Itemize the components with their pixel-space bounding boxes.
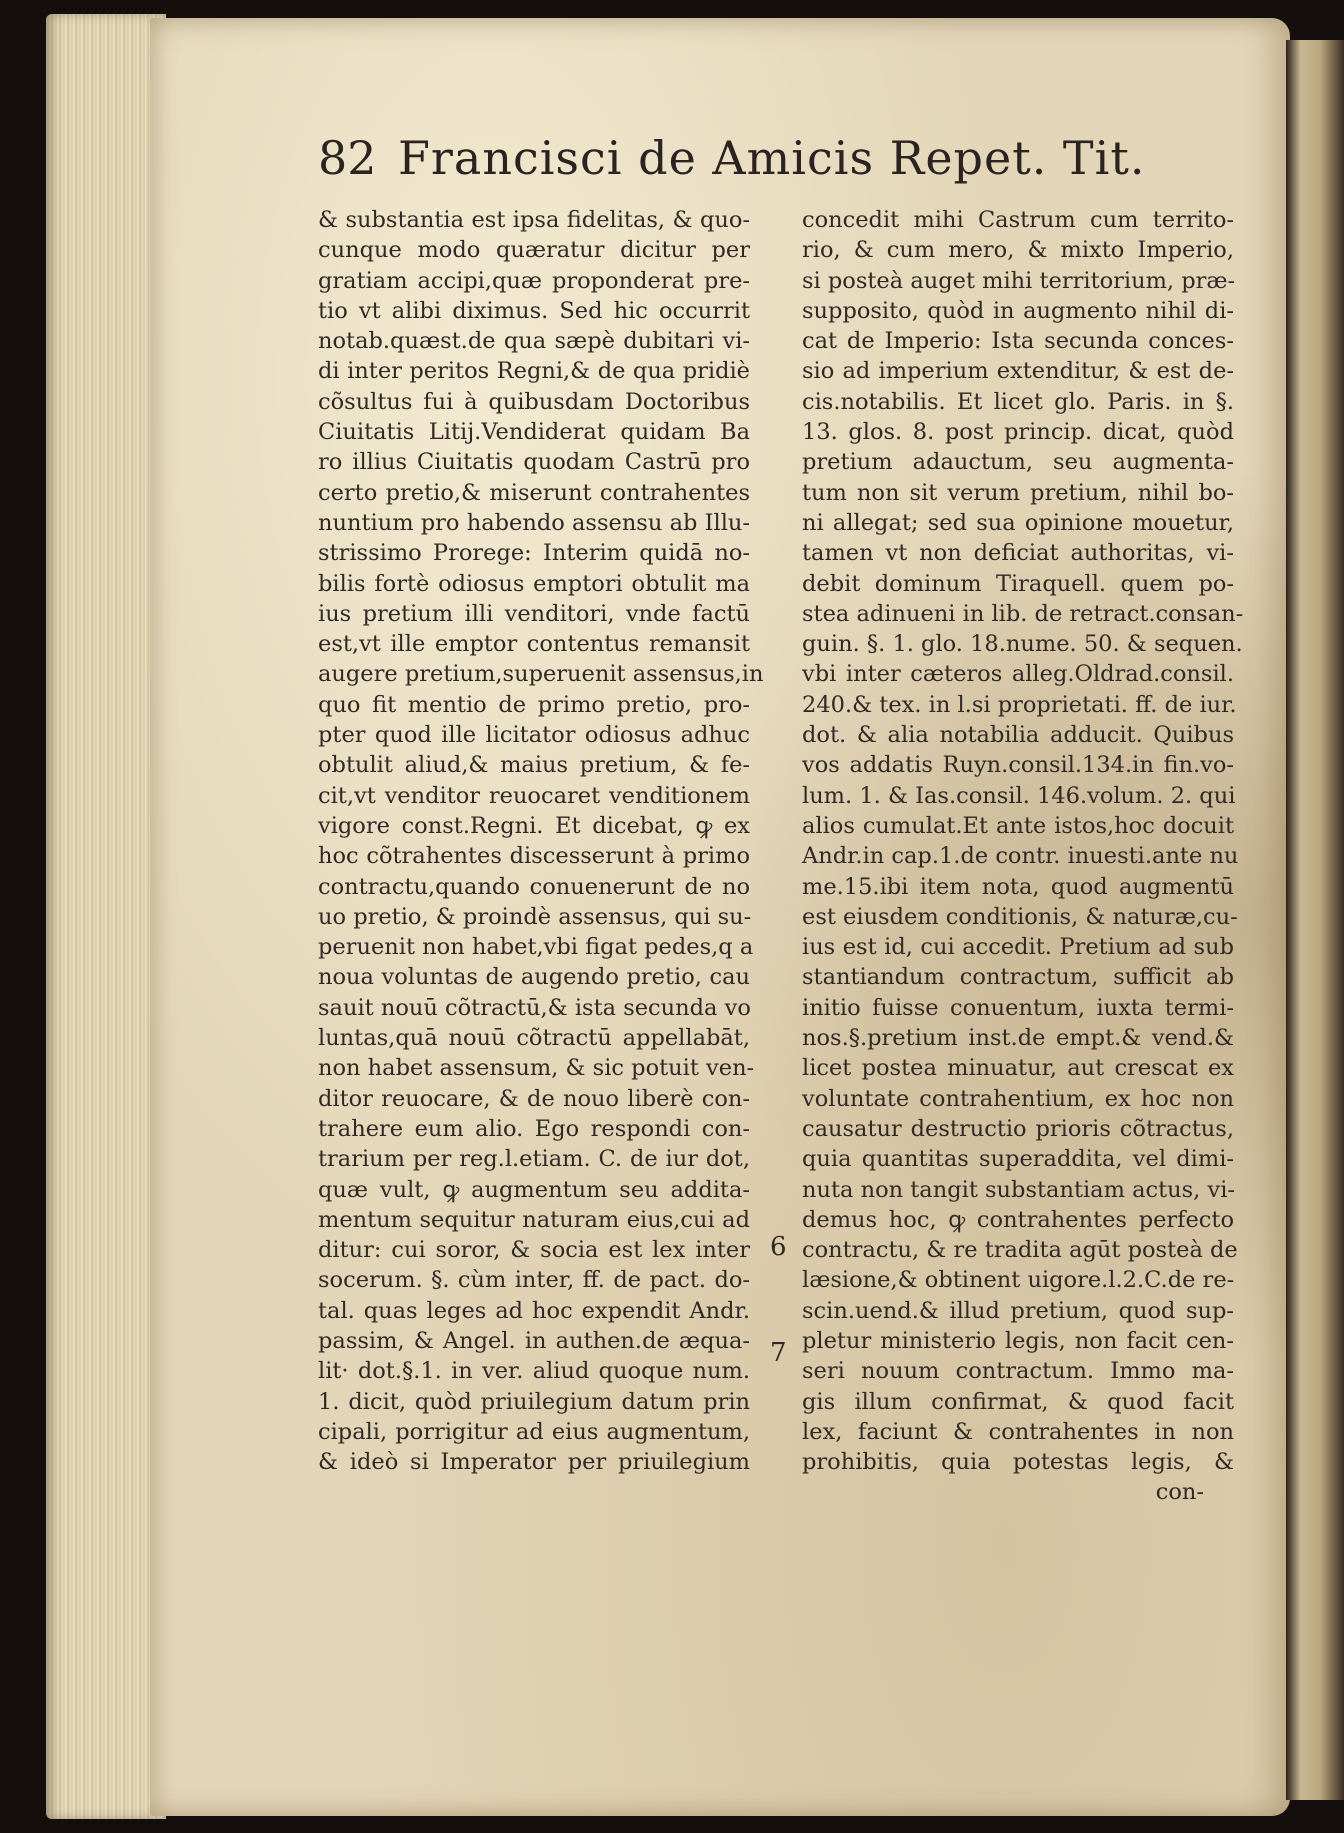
text-line: 1. dicit, quòd priuilegium datum prin [318,1388,750,1415]
text-line: 240.& tex. in l.si proprietati. ff. de iur. [802,691,1237,718]
text-line: ius pretium illi venditori, vnde factū [318,600,750,627]
text-line: ni allegat; sed sua opinione mouetur, [802,509,1234,536]
text-line: causatur destructio prioris cõtractus, [802,1115,1234,1142]
left-text-column [318,205,764,1477]
text-line: stea adinueni in lib. de retract.consan- [802,600,1244,627]
text-line: dot. & alia notabilia adducit. Quibus [802,722,1234,749]
text-line: tum non sit verum pretium, nihil bo- [802,479,1234,506]
text-line: non habet assensum, & sic potuit ven- [318,1055,755,1082]
text-line: vos addatis Ruyn.consil.134.in fin.vo- [802,752,1234,779]
text-line: Ciuitatis Litij.Vendiderat quidam Ba [318,419,750,446]
text-line: cit,vt venditor reuocaret venditionem [318,782,750,809]
text-line: stantiandum contractum, sufficit ab [802,964,1234,991]
text-line: contractu, & re tradita agūt posteà de [802,1237,1238,1264]
text-line: ditur: cui soror, & socia est lex inter [318,1237,750,1264]
text-line: cat de Imperio: Ista secunda conces- [802,328,1234,355]
text-line: luntas,quā nouū cõtractū appellabāt, [318,1025,750,1052]
text-line: pletur ministerio legis, non facit cen- [802,1327,1234,1354]
text-line: pter quod ille licitator odiosus adhuc [318,722,750,749]
text-line: nos.§.pretium inst.de empt.& vend.& [802,1025,1234,1052]
text-line: contractu,quando conuenerunt de no [318,873,750,900]
binding-strip [1286,40,1344,1800]
text-line: strissimo Prorege: Interim quidā no- [318,540,750,567]
text-line: ro illius Ciuitatis quodam Castrū pro [318,449,750,476]
text-line: vigore const.Regni. Et dicebat, ꝙ ex [318,812,750,839]
text-line: & substantia est ipsa fidelitas, & quo- [318,207,750,233]
text-line: quæ vult, ꝙ augmentum seu addita- [318,1176,750,1203]
text-line: cis.notabilis. Et licet glo. Paris. in §. [802,388,1234,415]
text-line: debit dominum Tiraquell. quem po- [802,570,1234,597]
text-line: cunque modo quæratur dicitur per [318,237,750,264]
text-line: nuntium pro habendo assensu ab Illu- [318,509,750,536]
text-line: di inter peritos Regni,& de qua pridiè [318,358,750,385]
marginal-number: 7 [770,1338,787,1368]
text-line: bilis fortè odiosus emptori obtulit ma [318,570,750,597]
right-text-column [802,205,1244,1508]
running-head: Francisci de Amicis Repet. Tit. [398,131,1146,185]
text-line: licet postea minuatur, aut crescat ex [802,1055,1234,1082]
text-line: est,vt ille emptor contentus remansit [318,631,750,658]
text-line: læsione,& obtinent uigore.l.2.C.de re- [802,1267,1235,1294]
text-line: gratiam accipi,quæ proponderat pre- [318,267,750,294]
text-line: scin.uend.& illud pretium, quod sup- [802,1297,1234,1324]
text-line: gis illum confirmat, & quod facit [802,1388,1234,1415]
text-line: certo pretio,& miserunt contrahentes [318,479,750,506]
text-line: quo fit mentio de primo pretio, pro- [318,691,750,718]
text-line: sio ad imperium extenditur, & est de- [802,358,1234,385]
text-line: obtulit aliud,& maius pretium, & fe- [318,752,750,779]
text-line: passim, & Angel. in authen.de æqua- [318,1327,750,1354]
text-line: lex, faciunt & contrahentes in non [802,1418,1234,1445]
text-line: trarium per reg.l.etiam. C. de iur dot, [318,1146,750,1173]
text-line: lum. 1. & Ias.consil. 146.volum. 2. qui [802,782,1236,809]
text-line: peruenit non habet,vbi figat pedes,q a [318,934,754,961]
text-line: ditor reuocare, & de nouo liberè con- [318,1085,750,1112]
text-line: initio fuisse conuentum, iuxta termi- [802,994,1234,1021]
page-edges [46,14,166,1819]
text-line: me.15.ibi item nota, quod augmentū [802,873,1234,900]
text-line: demus hoc, ꝙ contrahentes perfecto [802,1206,1234,1233]
text-line: Andr.in cap.1.de contr. inuesti.ante nu [802,843,1239,870]
text-line: 13. glos. 8. post princip. dicat, quòd [802,419,1234,446]
text-line: mentum sequitur naturam eius,cui ad [318,1206,750,1233]
text-line: augere pretium,superuenit assensus,in [318,661,764,688]
text-line: guin. §. 1. glo. 18.nume. 50. & sequen. [802,631,1243,658]
text-line: rio, & cum mero, & mixto Imperio, [802,237,1234,264]
text-line: supposito, quòd in augmento nihil di- [802,297,1234,324]
text-line: hoc cõtrahentes discesserunt à primo [318,843,750,870]
text-line: con- [1155,1479,1204,1506]
text-line: tal. quas leges ad hoc expendit Andr. [318,1297,750,1324]
text-line: uo pretio, & proindè assensus, qui su- [318,903,752,930]
text-line: vbi inter cæteros alleg.Oldrad.consil. [802,661,1234,688]
text-line: voluntate contrahentium, ex hoc non [802,1085,1234,1112]
text-line: notab.quæst.de qua sæpè dubitari vi- [318,328,750,355]
text-line: ius est id, cui accedit. Pretium ad sub [802,934,1234,961]
text-line: trahere eum alio. Ego respondi con- [318,1115,750,1142]
text-line: nuta non tangit substantiam actus, vi- [802,1176,1235,1203]
text-line: tio vt alibi diximus. Sed hic occurrit [318,297,750,324]
text-line: sauit nouū cõtractū,& ista secunda vo [318,994,751,1021]
text-line: est eiusdem conditionis, & naturæ,cu- [802,903,1238,930]
marginal-number: 6 [770,1232,787,1262]
text-line: noua voluntas de augendo pretio, cau [318,964,750,991]
text-line: socerum. §. cùm inter, ff. de pact. do- [318,1267,750,1294]
text-line: tamen vt non deficiat authoritas, vi- [802,540,1234,567]
text-line: lit· dot.§.1. in ver. aliud quoque num. [318,1358,750,1385]
text-line: cõsultus fui à quibusdam Doctoribus [318,388,750,415]
page-number: 82 [318,131,377,185]
text-line: prohibitis, quia potestas legis, & [802,1449,1234,1476]
text-line: quia quantitas superaddita, vel dimi- [802,1146,1234,1173]
text-line: si posteà auget mihi territorium, præ- [802,267,1236,294]
text-line: & ideò si Imperator per priuilegium [318,1449,750,1476]
text-line: concedit mihi Castrum cum territo- [802,207,1234,233]
page-header [318,128,1146,198]
text-line: cipali, porrigitur ad eius augmentum, [318,1418,750,1445]
text-line: seri nouum contractum. Immo ma- [802,1358,1234,1385]
text-line: pretium adauctum, seu augmenta- [802,449,1234,476]
text-line: alios cumulat.Et ante istos,hoc docuit [802,812,1234,839]
